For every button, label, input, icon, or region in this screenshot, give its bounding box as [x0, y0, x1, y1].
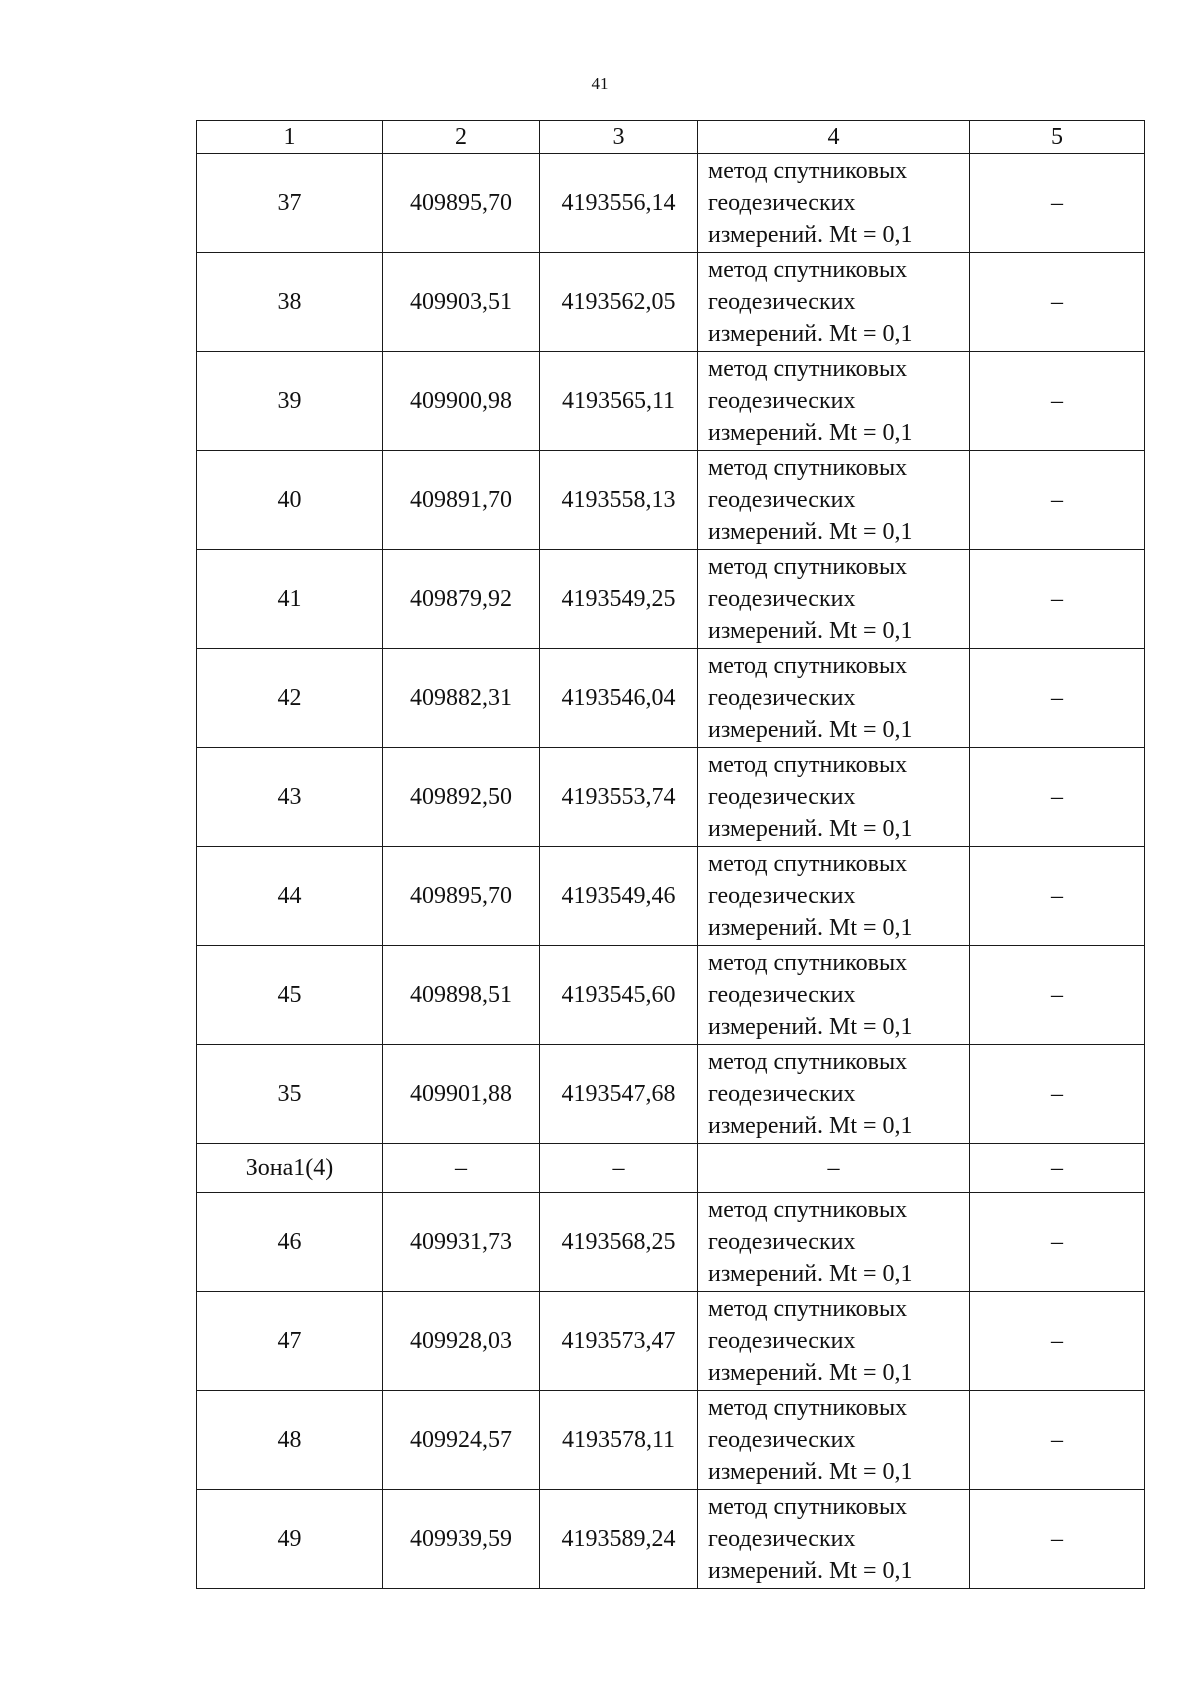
table-row: [197, 352, 1145, 451]
table-row: [197, 253, 1145, 352]
point-number-cell: 43: [197, 748, 383, 847]
table-row: [197, 451, 1145, 550]
column-header: 2: [383, 121, 540, 154]
method-text-line: метод спутниковых: [708, 1494, 908, 1520]
method-text-line: геодезических: [708, 487, 856, 513]
x-coordinate-cell: 409901,88: [383, 1045, 540, 1144]
point-number-cell: 35: [197, 1045, 383, 1144]
method-text-line: геодезических: [708, 1328, 856, 1354]
table-row: [197, 847, 1145, 946]
method-cell: [698, 847, 970, 946]
y-coordinate-cell: 4193589,24: [540, 1490, 698, 1589]
table-row: [197, 649, 1145, 748]
x-coordinate-cell: 409882,31: [383, 649, 540, 748]
table-row: [197, 1193, 1145, 1292]
x-coordinate-cell: 409892,50: [383, 748, 540, 847]
method-text-line: метод спутниковых: [708, 257, 908, 283]
method-cell: [698, 748, 970, 847]
column-header: 1: [197, 121, 383, 154]
x-coordinate-cell: –: [383, 1144, 540, 1193]
method-text-line: измерений. Mt = 0,1: [708, 816, 913, 842]
note-cell: –: [970, 154, 1145, 253]
note-cell: –: [970, 649, 1145, 748]
method-text-line: геодезических: [708, 190, 856, 216]
point-number-cell: 49: [197, 1490, 383, 1589]
y-coordinate-cell: 4193562,05: [540, 253, 698, 352]
method-cell: [698, 1045, 970, 1144]
point-number-cell: 45: [197, 946, 383, 1045]
note-cell: –: [970, 1391, 1145, 1490]
method-text-line: измерений. Mt = 0,1: [708, 915, 913, 941]
note-cell: –: [970, 253, 1145, 352]
method-text-line: измерений. Mt = 0,1: [708, 1014, 913, 1040]
x-coordinate-cell: 409931,73: [383, 1193, 540, 1292]
table-row: [197, 1391, 1145, 1490]
method-text-line: измерений. Mt = 0,1: [708, 420, 913, 446]
method-cell: [698, 154, 970, 253]
y-coordinate-cell: 4193568,25: [540, 1193, 698, 1292]
x-coordinate-cell: 409895,70: [383, 154, 540, 253]
point-number-cell: 40: [197, 451, 383, 550]
method-text-line: геодезических: [708, 586, 856, 612]
point-number-cell: Зона1(4): [197, 1144, 383, 1193]
y-coordinate-cell: 4193558,13: [540, 451, 698, 550]
note-cell: –: [970, 451, 1145, 550]
coordinates-table: [196, 120, 1145, 1589]
point-number-cell: 38: [197, 253, 383, 352]
method-text-line: метод спутниковых: [708, 950, 908, 976]
method-cell: [698, 253, 970, 352]
column-header: 3: [540, 121, 698, 154]
note-cell: –: [970, 1490, 1145, 1589]
note-cell: –: [970, 1292, 1145, 1391]
point-number-cell: 44: [197, 847, 383, 946]
table-row: [197, 1292, 1145, 1391]
y-coordinate-cell: 4193549,46: [540, 847, 698, 946]
note-cell: –: [970, 1045, 1145, 1144]
method-text-line: метод спутниковых: [708, 1049, 908, 1075]
method-cell: [698, 451, 970, 550]
method-text-line: геодезических: [708, 982, 856, 1008]
y-coordinate-cell: 4193549,25: [540, 550, 698, 649]
method-text-line: измерений. Mt = 0,1: [708, 717, 913, 743]
method-cell: [698, 352, 970, 451]
method-text-line: метод спутниковых: [708, 1197, 908, 1223]
method-cell: [698, 1292, 970, 1391]
point-number-cell: 42: [197, 649, 383, 748]
method-text-line: метод спутниковых: [708, 1296, 908, 1322]
table-header-row: [197, 121, 1145, 154]
method-text-line: геодезических: [708, 289, 856, 315]
x-coordinate-cell: 409895,70: [383, 847, 540, 946]
y-coordinate-cell: 4193553,74: [540, 748, 698, 847]
method-cell: [698, 1490, 970, 1589]
method-text-line: геодезических: [708, 1526, 856, 1552]
x-coordinate-cell: 409928,03: [383, 1292, 540, 1391]
method-text-line: геодезических: [708, 1229, 856, 1255]
method-text-line: геодезических: [708, 388, 856, 414]
table-row: [197, 1490, 1145, 1589]
method-text-line: измерений. Mt = 0,1: [708, 618, 913, 644]
method-text-line: измерений. Mt = 0,1: [708, 1558, 913, 1584]
zone-row: [197, 1144, 1145, 1193]
x-coordinate-cell: 409924,57: [383, 1391, 540, 1490]
table-row: [197, 550, 1145, 649]
method-cell: [698, 1391, 970, 1490]
x-coordinate-cell: 409879,92: [383, 550, 540, 649]
method-text-line: геодезических: [708, 883, 856, 909]
method-text-line: измерений. Mt = 0,1: [708, 1459, 913, 1485]
y-coordinate-cell: 4193565,11: [540, 352, 698, 451]
table-row: [197, 1045, 1145, 1144]
method-text-line: метод спутниковых: [708, 653, 908, 679]
y-coordinate-cell: 4193556,14: [540, 154, 698, 253]
table-row: [197, 154, 1145, 253]
table-row: [197, 748, 1145, 847]
method-cell: [698, 946, 970, 1045]
x-coordinate-cell: 409939,59: [383, 1490, 540, 1589]
note-cell: –: [970, 1144, 1145, 1193]
method-text-line: измерений. Mt = 0,1: [708, 1261, 913, 1287]
table-row: [197, 946, 1145, 1045]
note-cell: –: [970, 748, 1145, 847]
page-number: 41: [591, 74, 609, 93]
point-number-cell: 39: [197, 352, 383, 451]
y-coordinate-cell: 4193547,68: [540, 1045, 698, 1144]
y-coordinate-cell: 4193546,04: [540, 649, 698, 748]
y-coordinate-cell: 4193573,47: [540, 1292, 698, 1391]
method-text-line: измерений. Mt = 0,1: [708, 1113, 913, 1139]
method-text-line: метод спутниковых: [708, 158, 908, 184]
method-text-line: метод спутниковых: [708, 1395, 908, 1421]
point-number-cell: 48: [197, 1391, 383, 1490]
point-number-cell: 46: [197, 1193, 383, 1292]
x-coordinate-cell: 409900,98: [383, 352, 540, 451]
y-coordinate-cell: 4193545,60: [540, 946, 698, 1045]
column-header: 4: [698, 121, 970, 154]
method-text-line: измерений. Mt = 0,1: [708, 519, 913, 545]
method-text-line: геодезических: [708, 1081, 856, 1107]
method-cell: [698, 649, 970, 748]
point-number-cell: 47: [197, 1292, 383, 1391]
method-cell: –: [698, 1144, 970, 1193]
method-text-line: измерений. Mt = 0,1: [708, 222, 913, 248]
point-number-cell: 37: [197, 154, 383, 253]
note-cell: –: [970, 847, 1145, 946]
x-coordinate-cell: 409898,51: [383, 946, 540, 1045]
note-cell: –: [970, 946, 1145, 1045]
x-coordinate-cell: 409891,70: [383, 451, 540, 550]
method-cell: [698, 1193, 970, 1292]
method-text-line: метод спутниковых: [708, 455, 908, 481]
note-cell: –: [970, 1193, 1145, 1292]
note-cell: –: [970, 352, 1145, 451]
method-text-line: геодезических: [708, 685, 856, 711]
method-text-line: измерений. Mt = 0,1: [708, 1360, 913, 1386]
method-text-line: измерений. Mt = 0,1: [708, 321, 913, 347]
table-body: [197, 154, 1145, 1589]
method-text-line: геодезических: [708, 1427, 856, 1453]
method-cell: [698, 550, 970, 649]
y-coordinate-cell: –: [540, 1144, 698, 1193]
note-cell: –: [970, 550, 1145, 649]
column-header: 5: [970, 121, 1145, 154]
point-number-cell: 41: [197, 550, 383, 649]
method-text-line: метод спутниковых: [708, 554, 908, 580]
method-text-line: метод спутниковых: [708, 851, 908, 877]
method-text-line: метод спутниковых: [708, 752, 908, 778]
y-coordinate-cell: 4193578,11: [540, 1391, 698, 1490]
x-coordinate-cell: 409903,51: [383, 253, 540, 352]
method-text-line: метод спутниковых: [708, 356, 908, 382]
method-text-line: геодезических: [708, 784, 856, 810]
